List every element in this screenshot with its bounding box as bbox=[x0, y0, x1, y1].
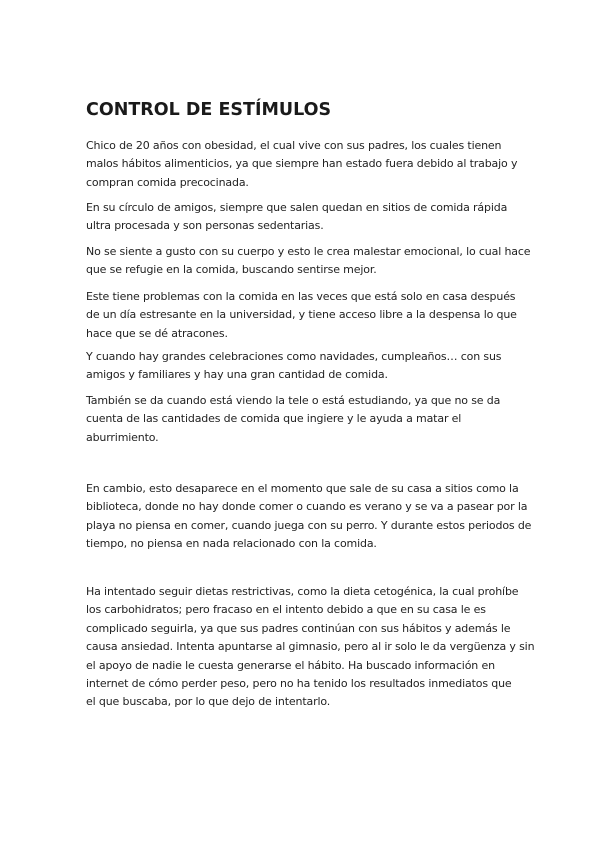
text-line: Ha intentado seguir dietas restrictivas, como la dieta cetogénica, la cual prohíbe bbox=[86, 585, 519, 598]
text-line: malos hábitos alimenticios, ya que siempre han estado fuera debido al trabajo y bbox=[86, 157, 518, 171]
text-line: el apoyo de nadie le cuesta generarse el hábito. Ha buscado información en bbox=[86, 658, 495, 672]
page-title: CONTROL DE ESTÍMULOS bbox=[86, 100, 332, 120]
text-line: los carbohidratos; pero fracaso en el intento debido a que en su casa le es bbox=[86, 603, 486, 617]
paragraph-6 bbox=[86, 392, 526, 447]
text-line: internet de cómo perder peso, pero no ha tenido los resultados inmediatos que bbox=[86, 677, 512, 691]
paragraph-1 bbox=[86, 137, 526, 192]
text-line: Este tiene problemas con la comida en las veces que está solo en casa después bbox=[86, 290, 516, 303]
text-line: biblioteca, donde no hay donde comer o cuando es verano y se va a pasear por la bbox=[86, 500, 528, 514]
paragraph-2 bbox=[86, 199, 526, 236]
paragraph-7 bbox=[86, 480, 532, 554]
text-line: Chico de 20 años con obesidad, el cual vive con sus padres, los cuales tienen bbox=[86, 139, 502, 152]
text-line: También se da cuando está viendo la tele o está estudiando, ya que no se da bbox=[86, 394, 501, 407]
paragraph-5 bbox=[86, 348, 526, 385]
text-line: playa no piensa en comer, cuando juega con su perro. Y durante estos periodos de bbox=[86, 518, 532, 532]
paragraph-8 bbox=[86, 583, 535, 712]
text-line: ultra procesada y son personas sedentarias. bbox=[86, 219, 324, 233]
text-line: causa ansiedad. Intenta apuntarse al gimnasio, pero al ir solo le da vergüenza y sin bbox=[86, 640, 535, 654]
text-line: aburrimiento. bbox=[86, 430, 159, 444]
text-line: En su círculo de amigos, siempre que salen quedan en sitios de comida rápida bbox=[86, 201, 508, 214]
text-line: cuenta de las cantidades de comida que ingiere y le ayuda a matar el bbox=[86, 412, 462, 426]
text-line: No se siente a gusto con su cuerpo y esto le crea malestar emocional, lo cual hace bbox=[86, 245, 531, 258]
text-line: amigos y familiares y hay una gran cantidad de comida. bbox=[86, 368, 388, 382]
paragraph-3 bbox=[86, 243, 531, 280]
text-line: de un día estresante en la universidad, y tiene acceso libre a la despensa lo que bbox=[86, 308, 517, 322]
text-line: hace que se dé atracones. bbox=[86, 326, 228, 340]
paragraph-4 bbox=[86, 288, 526, 343]
text-line: el que buscaba, por lo que dejo de intentarlo. bbox=[86, 695, 331, 709]
text-line: que se refugie en la comida, buscando sentirse mejor. bbox=[86, 263, 377, 277]
text-line: En cambio, esto desaparece en el momento que sale de su casa a sitios como la bbox=[86, 482, 519, 495]
text-line: Y cuando hay grandes celebraciones como navidades, cumpleaños… con sus bbox=[86, 350, 502, 363]
text-line: compran comida precocinada. bbox=[86, 175, 249, 189]
text-line: tiempo, no piensa en nada relacionado con la comida. bbox=[86, 537, 377, 551]
text-line: complicado seguirla, ya que sus padres continúan con sus hábitos y además le bbox=[86, 621, 511, 635]
